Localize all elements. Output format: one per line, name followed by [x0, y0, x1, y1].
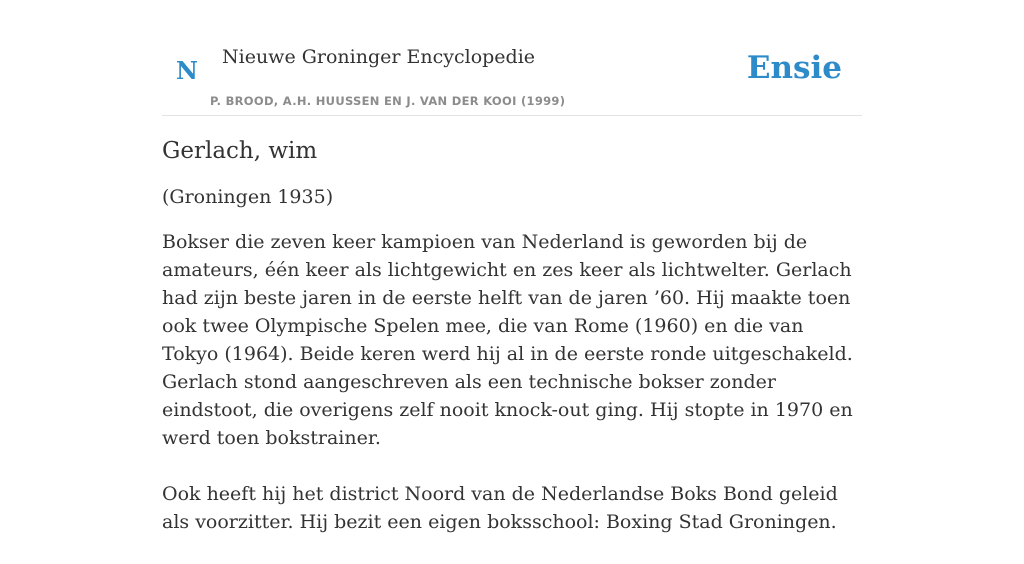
entry-title: Gerlach, wim: [162, 138, 318, 164]
source-authors: P. BROOD, A.H. HUUSSEN EN J. VAN DER KOOI (1999): [210, 94, 566, 108]
entry-subtitle: (Groningen 1935): [162, 186, 334, 208]
source-title[interactable]: Nieuwe Groninger Encyclopedie: [222, 46, 536, 68]
entry-paragraph: Bokser die zeven keer kampioen van Nederland is geworden bij de amateurs, één keer als lichtgewicht en zes keer als lichtwelter. Gerlach had zijn beste jaren in de eerste helft van de jaren ’60. Hij maakte toen ook twee Olympische Spelen mee, die van Rome (1960) en die van Tokyo (1964). Beide keren werd hij al in de eerste ronde uitgeschakeld. Gerlach stond aangeschreven als een technische bokser zonder eindstoot, die overigens zelf nooit knock-out ging. Hij stopte in 1970 en werd toen bokstrainer.: [162, 231, 853, 449]
source-header: [162, 40, 862, 116]
brand-logo[interactable]: Ensie: [746, 50, 842, 86]
entry-content: [162, 138, 862, 564]
source-logo[interactable]: N: [176, 56, 198, 85]
entry-paragraph: Ook heeft hij het district Noord van de Nederlandse Boks Bond geleid als voorzitter. Hij bezit een eigen boksschool: Boxing Stad Groningen.: [162, 483, 838, 533]
